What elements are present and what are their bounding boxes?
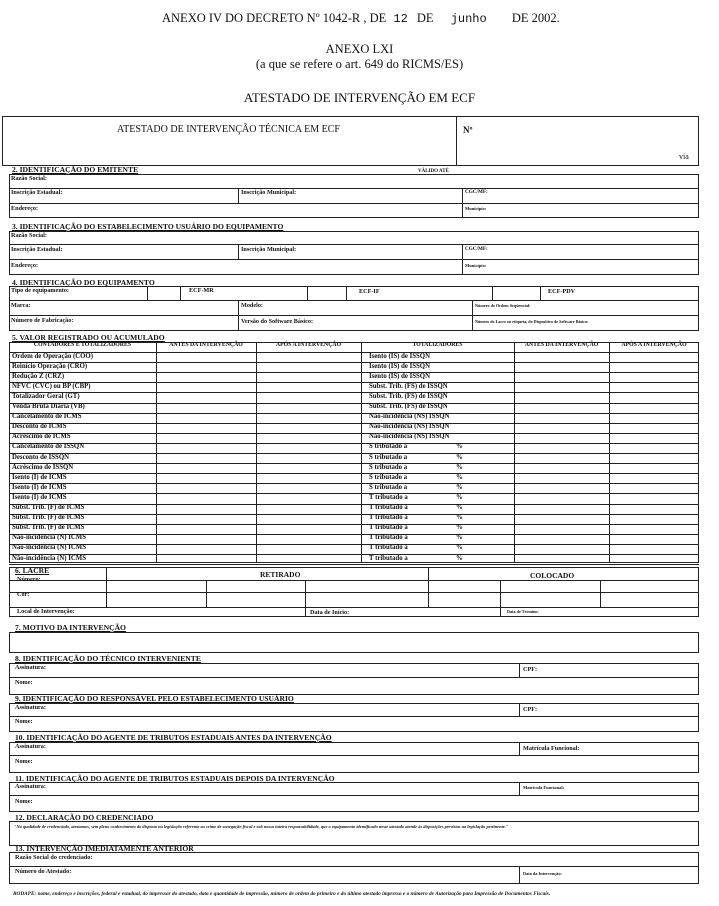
counter-row-label: Cancelamento de ISSQN [12, 443, 85, 451]
marca-label: Marca: [11, 302, 31, 309]
totalizer-row-label: Subst. Trib. (FS) de ISSQN [369, 403, 448, 410]
section-13-title: 13. INTERVENÇÃO IMEDIATAMENTE ANTERIOR [15, 844, 194, 853]
ecf-pdv-option: ECF-PDV [548, 288, 576, 295]
atestado-title: ATESTADO DE INTERVENÇÃO TÉCNICA EM ECF [117, 124, 340, 135]
totalizer-row-label: Subst. Trib. (FS) de ISSQN [369, 392, 448, 400]
counter-row-label: Subst. Trib. (F) de ICMS [12, 514, 85, 522]
section-9-title: 9. IDENTIFICAÇÃO DO RESPONSÁVEL PELO ESTABELECIMENTO USUÁRIO [15, 694, 294, 703]
divider [9, 592, 699, 593]
divider [456, 116, 457, 166]
counter-row-label: Isento (I) de ICMS [12, 493, 67, 501]
col-header-antes: ANTES DA INTERVENÇÃO [169, 342, 243, 348]
counter-row-label: Não-incidência (N) ICMS [12, 544, 87, 552]
ordem-sequencial-label: Número de Ordem Seqüencial: [475, 303, 531, 308]
percent-sign: % [456, 534, 463, 542]
percent-sign: % [456, 524, 463, 532]
col-header-contadores: CONTADORES E TOTALIZADORES [33, 342, 132, 348]
table-row-divider [9, 352, 699, 353]
divider [500, 580, 501, 617]
totalizer-row-label: Isento (IS) de ISSQN [369, 372, 430, 380]
divider [600, 580, 601, 607]
section-6-title: 6. LACRE [15, 566, 50, 575]
local-intervencao-label: Local de Intervenção: [17, 608, 75, 615]
data-termino-label: Data de Término: [507, 609, 539, 614]
ecf-if-option: ECF-IF [359, 288, 380, 295]
totalizer-row-label: Isento (IS) de ISSQN [369, 352, 430, 360]
divider [206, 580, 207, 607]
section-5-title: 5. VALOR REGISTRADO OU ACUMULADO [12, 333, 165, 342]
counter-row-label: Não-incidência (N) ICMS [12, 534, 87, 542]
counter-row-label: Redução Z (CRZ) [12, 372, 65, 380]
table-row-divider [9, 554, 699, 555]
totalizer-row-label: Isento (IS) de ISSQN [369, 362, 430, 370]
divider [519, 663, 520, 677]
nome-label: Nome: [15, 798, 33, 805]
data-inicio-label: Data de Início: [310, 609, 350, 616]
divider [238, 244, 239, 259]
table-row-divider [9, 473, 699, 474]
section-3-box [9, 231, 699, 275]
divider [9, 203, 699, 204]
section-7-box [9, 632, 699, 653]
via-label: via [679, 152, 689, 161]
section-4-box [9, 286, 699, 331]
counter-row-label: Isento (I) de ICMS [12, 483, 67, 491]
divider [519, 742, 520, 755]
totalizer-row-label: T tributado a [369, 554, 408, 562]
divider [9, 580, 699, 581]
versao-software-label: Versão do Software Básico: [241, 318, 314, 325]
annex-title: ANEXO LXI [325, 42, 394, 56]
lacre-etiqueta-label: Número do Lacre ou etiqueta, do Dispositivo de Software Básico: [475, 319, 589, 324]
cpf-label: CPF: [523, 666, 538, 673]
annex-reference: (a que se refere o art. 649 do RICMS/ES) [255, 57, 464, 71]
section-2-box [9, 174, 699, 218]
divider [519, 703, 520, 716]
divider [540, 286, 541, 300]
table-row-divider [9, 493, 699, 494]
razao-social-label: Razão Social: [11, 232, 47, 239]
section-9-box [9, 703, 699, 732]
cgc-label: CGC/MF: [465, 246, 488, 252]
table-row-divider [9, 392, 699, 393]
counter-row-label: Venda Bruta Diária (VB) [12, 403, 85, 410]
totalizer-row-label: T tributado a [369, 524, 408, 532]
page-title: ATESTADO DE INTERVENÇÃO EM ECF [243, 90, 476, 105]
percent-sign: % [456, 453, 463, 461]
section-2-title: 2. IDENTIFICAÇÃO DO EMITENTE [12, 165, 139, 174]
municipio-label: Município: [465, 263, 487, 268]
section-12-title: 12. DECLARAÇÃO DO CREDENCIADO [15, 813, 154, 822]
divider [238, 300, 239, 331]
totalizer-row-label: S tributado a [369, 463, 408, 471]
table-row-divider [9, 514, 699, 515]
percent-sign: % [456, 514, 463, 522]
table-row-divider [9, 403, 699, 404]
retirado-header: RETIRADO [260, 570, 301, 579]
table-row-divider [9, 453, 699, 454]
table-row-divider [9, 372, 699, 373]
divider [9, 716, 699, 717]
divider [9, 244, 699, 245]
counter-row-label: Ordem de Operação (COO) [12, 352, 93, 360]
divider [9, 607, 699, 608]
totalizer-row-label: S tributado a [369, 483, 408, 491]
assinatura-label: Assinatura: [15, 664, 46, 671]
colocado-header: COLOCADO [530, 571, 575, 580]
matricula-label: Matrícula Funcional: [523, 785, 565, 790]
inscricao-municipal-label: Inscrição Municipal: [241, 189, 297, 196]
section-11-title: 11. IDENTIFICAÇÃO DO AGENTE DE TRIBUTOS ESTADUAIS DEPOIS DA INTERVENÇÃO [15, 774, 335, 783]
divider [9, 188, 699, 189]
percent-sign: % [456, 493, 463, 501]
percent-sign: % [456, 483, 463, 491]
decree-month: junho [450, 12, 487, 26]
decree-prefix: ANEXO IV DO DECRETO Nº 1042-R , DE [162, 11, 387, 25]
counter-row-label: Subst. Trib. (F) de ICMS [12, 504, 85, 511]
col-header-apos-2: APÓS A INTERVENÇÃO [621, 342, 687, 348]
nome-label: Nome: [15, 718, 33, 725]
inscricao-municipal-label: Inscrição Municipal: [241, 246, 297, 253]
numero-label: Número: [17, 576, 41, 583]
counter-row-label: Desconto de ICMS [12, 423, 67, 431]
totalizer-row-label: T tributado a [369, 504, 408, 511]
numero-atestado-label: Número do Atestado: [15, 868, 72, 875]
totalizer-row-label: Não-incidência (NS) ISSQN [369, 423, 450, 431]
endereco-label: Endereço: [11, 205, 39, 212]
divider [472, 300, 473, 331]
divider [492, 286, 493, 300]
cpf-label: CPF: [523, 706, 538, 713]
section-11-box [9, 782, 699, 812]
totalizer-row-label: Subst. Trib. (FS) de ISSQN [369, 382, 448, 390]
cor-label: Cor: [17, 591, 30, 598]
totalizer-row-label: S tributado a [369, 453, 408, 461]
counter-row-label: Não-incidência (N) ICMS [12, 554, 87, 562]
divider [346, 286, 347, 300]
percent-sign: % [456, 554, 463, 562]
counter-row-label: Acréscimo de ISSQN [12, 463, 74, 471]
divider [428, 567, 429, 607]
assinatura-label: Assinatura: [15, 783, 46, 790]
section-8-box [9, 663, 699, 695]
percent-sign: % [456, 504, 463, 511]
totalizer-row-label: T tributado a [369, 534, 408, 542]
nome-label: Nome: [15, 679, 33, 686]
percent-sign: % [456, 544, 463, 552]
inscricao-estadual-label: Inscrição Estadual: [11, 246, 63, 253]
totalizer-row-label: S tributado a [369, 443, 408, 451]
decree-line [162, 11, 560, 26]
table-row-divider [9, 544, 699, 545]
table-row-divider [9, 524, 699, 525]
decree-de: DE [416, 11, 434, 25]
totalizer-row-label: Não-incidência (NS) ISSQN [369, 433, 450, 441]
divider [307, 286, 308, 300]
section-7-title: 7. MOTIVO DA INTERVENÇÃO [15, 623, 126, 632]
table-row-divider [9, 564, 699, 565]
section-13-box [9, 852, 699, 884]
totalizer-row-label: T tributado a [369, 544, 408, 552]
counter-row-label: Subst. Trib. (F) de ICMS [12, 524, 85, 532]
divider [9, 259, 699, 260]
divider [180, 286, 181, 300]
percent-sign: % [456, 473, 463, 481]
decree-year: DE 2002. [511, 11, 560, 25]
ecf-mr-option: ECF-MR [189, 287, 214, 294]
percent-sign: % [456, 443, 463, 451]
section-4-title: 4. IDENTIFICAÇÃO DO EQUIPAMENTO [12, 278, 155, 287]
divider [9, 755, 699, 756]
table-row-divider [9, 443, 699, 444]
section-3-title: 3. IDENTIFICAÇÃO DO ESTABELECIMENTO USUÁRIO DO EQUIPAMENTO [12, 222, 284, 231]
table-row-divider [9, 534, 699, 535]
table-row-divider [9, 483, 699, 484]
divider [9, 300, 699, 301]
counter-row-label: Cancelamento de ICMS [12, 413, 82, 421]
inscricao-estadual-label: Inscrição Estadual: [11, 189, 63, 196]
divider [9, 677, 699, 678]
counter-row-label: Desconto de ISSQN [12, 453, 70, 461]
table-row-divider [9, 433, 699, 434]
divider [9, 315, 699, 316]
section-10-box [9, 742, 699, 773]
tipo-equipamento-label: Tipo de equipamento: [11, 287, 69, 294]
endereco-label: Endereço: [11, 262, 39, 269]
table-row-divider [9, 382, 699, 383]
cgc-label: CGC/MF: [465, 189, 488, 195]
section-8-title: 8. IDENTIFICAÇÃO DO TÉCNICO INTERVENIENTE [15, 654, 201, 663]
table-row-divider [9, 362, 699, 363]
totalizer-row-label: S tributado a [369, 473, 408, 481]
nome-label: Nome: [15, 758, 33, 765]
divider [462, 188, 463, 218]
counter-row-label: Isento (I) de ICMS [12, 473, 67, 481]
counter-row-label: Totalizador Geral (GT) [12, 392, 80, 400]
declaration-text: "Na qualidade de credenciado, atestamos, sem pleno conhecimento do disposto na legislação referente ao crime de sonegação fiscal e sob nossa inteira responsabilidade, que o equipamento identificado neste atestado atende às disposições previstas na legislação pertinente." [14, 824, 509, 829]
col-header-antes-2: ANTES DA INTERVENÇÃO [524, 342, 599, 348]
razao-social-label: Razão Social: [11, 175, 47, 182]
totalizer-row-label: T tributado a [369, 493, 408, 501]
razao-credenciado-label: Razão Social do credenciado: [15, 854, 93, 861]
decree-day: 12 [393, 12, 408, 26]
valid-until-label: VÁLIDO ATÉ [418, 169, 449, 174]
divider [106, 567, 107, 607]
atestado-number-label: Nº [463, 125, 473, 135]
table-row-divider [9, 463, 699, 464]
table-row-divider [9, 504, 699, 505]
col-header-totalizadores: TOTALIZADORES [412, 342, 463, 348]
footer-note: RODAPÉ: nome, endereço e inscrições, federal e estadual, do impressor do atestado, data e quantidade de impressão, número de ordem do primeiro e do último atestado impresso e o número de Autorização para Impressão de Documentos Fiscais. [13, 891, 551, 897]
counter-row-label: NFVC (CVC) ou BP (CBP) [12, 382, 91, 390]
counter-row-label: Reinício Operação (CRO) [12, 362, 88, 370]
table-row-divider [9, 423, 699, 424]
matricula-label: Matrícula Funcional: [523, 745, 580, 752]
percent-sign: % [456, 463, 463, 471]
divider [462, 244, 463, 275]
assinatura-label: Assinatura: [15, 704, 46, 711]
assinatura-label: Assinatura: [15, 743, 46, 750]
col-header-apos: APÓS A INTERVENÇÃO [275, 342, 342, 348]
divider [305, 580, 306, 617]
modelo-label: Modelo: [241, 302, 263, 309]
divider [147, 286, 148, 300]
divider [519, 866, 520, 884]
divider [238, 188, 239, 203]
municipio-label: Município: [465, 206, 487, 211]
atestado-title-box [2, 116, 699, 166]
divider [519, 782, 520, 795]
counter-row-label: Acréscimo de ICMS [12, 433, 71, 441]
table-row-divider [9, 413, 699, 414]
totalizer-row-label: Não-incidência (NS) ISSQN [369, 413, 450, 421]
totalizer-row-label: T tributado a [369, 514, 408, 522]
divider [9, 866, 699, 867]
data-intervencao-label: Data da Intervenção: [523, 871, 562, 876]
section-10-title: 10. IDENTIFICAÇÃO DO AGENTE DE TRIBUTOS ESTADUAIS ANTES DA INTERVENÇÃO [15, 733, 332, 742]
numero-fabricacao-label: Número de Fabricação: [11, 317, 74, 324]
divider [9, 795, 699, 796]
